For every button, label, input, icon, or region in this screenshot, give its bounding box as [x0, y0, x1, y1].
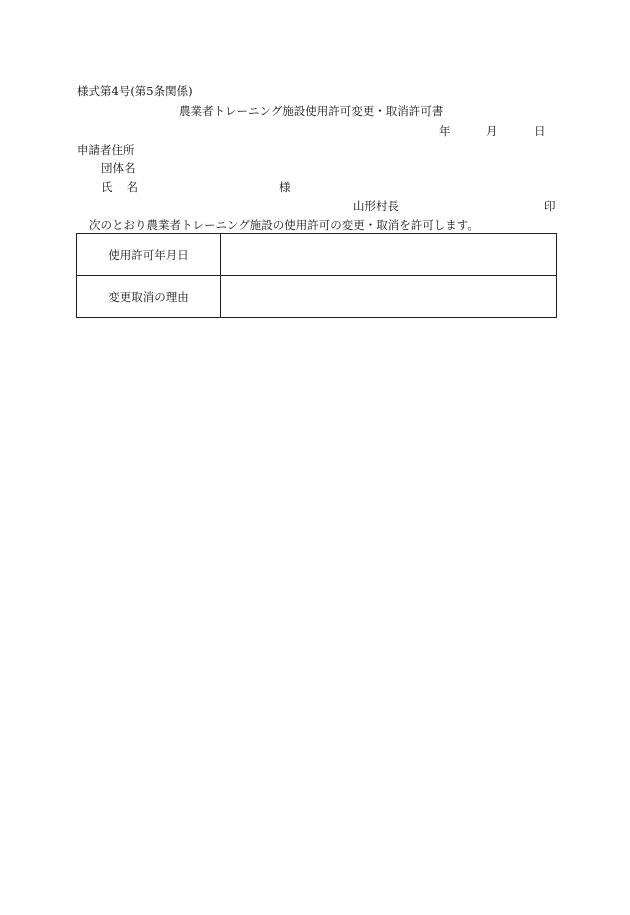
table-row: [77, 234, 557, 276]
organization-name-label: 団体名: [101, 161, 136, 175]
name-label-second: 名: [126, 180, 138, 194]
date-year-label: 年: [439, 124, 451, 138]
applicant-name-label: [101, 180, 138, 194]
permission-date-value[interactable]: [221, 234, 557, 276]
seal-mark: 印: [544, 199, 556, 213]
permission-date-label: 使用許可年月日: [77, 234, 221, 276]
honorific: 様: [279, 180, 291, 194]
date-day-label: 日: [534, 124, 546, 138]
form-number: 様式第4号(第5条関係): [77, 84, 193, 98]
table-row: [77, 276, 557, 318]
detail-table: [76, 233, 557, 318]
name-label-first: 氏: [101, 180, 113, 194]
change-reason-value[interactable]: [221, 276, 557, 318]
applicant-address-label: 申請者住所: [77, 143, 135, 157]
permission-statement: 次のとおり農業者トレーニング施設の使用許可の変更・取消を許可します。: [89, 218, 479, 232]
change-reason-label: 変更取消の理由: [77, 276, 221, 318]
document-title: 農業者トレーニング施設使用許可変更・取消許可書: [179, 104, 444, 118]
issuer-name: 山形村長: [353, 199, 399, 213]
date-month-label: 月: [486, 124, 498, 138]
